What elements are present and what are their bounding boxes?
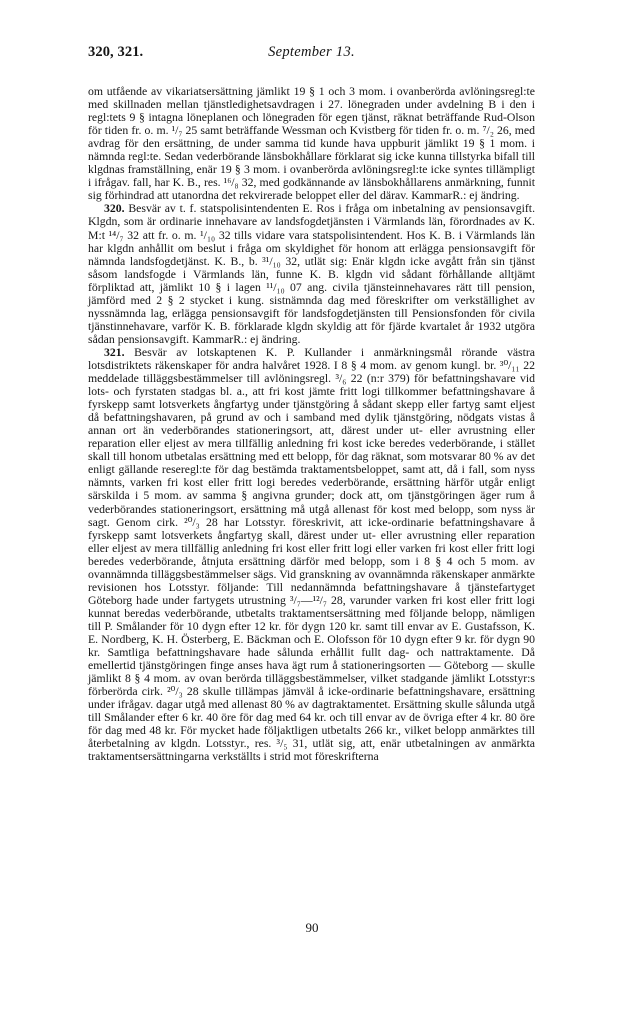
page-folio: 90 [305,920,319,935]
paragraph-text: Besvär av lotskaptenen K. P. Kullander i anmärkningsmål rörande västra lotsdistriktets räkenskaper för andra halvåret 1928. I 8 § 4 mom. av genom kungl. br. ³⁰/₁₁ 22 meddelade tilläggsbestämmelser till avlöningsregl. ³/₆ 22 (n:r 379) för befattningshavare vid lots- och fyrstaten stadgas bl. a., att fri kost jämte fritt logi tillkommer befattningshavare å fyrskepp samt lotsverkets ångfartyg under tjänstgöring å sådant skepp eller fartyg samt eljest då befattningshavaren, på grund av och i samband med dylik tjänstgöring, nödgats vistas å annan ort än vederbörandes stationeringsort, att, därest under ut- eller avrustning eller reparation eller eljest av mera tillfällig anledning fri kost icke beredes vederbörande, i stället skall till honom utbetalas ersättning med ett belopp, för dag räknat, som motsvarar 80 % av det enligt gällande reseregl:te för dag bestämda traktamentsbeloppet, samt att, då i fall, som nyss nämnts, varken fri kost eller fritt logi beredes vederbörande, ersättning härför utgår enligt särskilda i 5 mom. av samma § angivna grunder; dock att, om tjänstgöringen äger rum å vederbörandes stationeringsort, ersättning må utgå allenast för kost med belopp, som nyss är sagt. Genom cirk. ²⁰/₃ 28 har Lotsstyr. föreskrivit, att icke-ordinarie befattningshavare å fyrskepp samt lotsverkets ångfartyg skall, därest under ut- eller avrustning eller reparation eller eljest av mera tillfällig anledning fri kost eller fritt logi eller varken fri kost eller fritt logi beredes vederbörande, åtnjuta ersättning därför med belopp, som i 8 § 4 och 5 mom. av ovannämnda tilläggsbestämmelser sägs. Vid granskning av ovannämnda räkenskaper anmärkte revisionen hos Lotsstyr. följande: Till nedannämnda befattningshavare å tjänstefartyget Göteborg hade under fartygets utrustning ³/₇—¹²/₇ 28, varunder varken fri kost eller fritt logi kunnat beredas vederbörande, utbetalts traktamentsersättning med följande belopp, nämligen till P. Smålander för 10 dygn efter 12 kr. för dygn 120 kr. samt till envar av E. Gustafsson, K. E. Nordberg, K. H. Österberg, E. Bäckman och E. Olofsson för 10 dygn efter 9 kr. för dygn 90 kr. Samtliga befattningshavare hade sålunda erhållit fullt dag- och nattraktamente. Då emellertid tjänstgöringen finge anses hava ägt rum å stationeringsorten — Göteborg — skulle jämlikt 8 § 4 mom. av ovan berörda tilläggsbestämmelser, vilket stadgande jämlikt Lotsstyr:s förberörda cirk. ²⁰/₃ 28 skulle tillämpas jämväl å icke-ordinarie befattningshavare, ersättning under ifrågav. dagar utgå med allenast 80 % av dagtraktamentet. Ersättning skulle sålunda utgå till Smålander efter 6 kr. 40 öre för dag med 64 kr. och till envar av de övriga efter 4 kr. 80 öre för dag med 48 kr. För mycket hade följaktligen utbetalts 266 kr., vilket belopp anmärktes till återbetalning av klgdn. Lotsstyr., res. ³/₅ 31, utlät sig, att, enär utbetalningen av anmärkta traktamentsersättningarna verkställts i strid mot föreskrifterna [88,345,536,764]
running-header [88,44,535,66]
paragraph-text: om utfående av vikariatsersättning jämlikt 19 § 1 och 3 mom. i ovanberörda avlöningsregl:te med skillnaden mellan tjänstledighetsavdragen i 27. lönegraden under avdelning B i den i regl:tets 9 § intagna löneplanen och lönegraden för egen tjänst, räknat beträffande Rud-Olson för tiden fr. o. m. ¹/₇ 25 samt beträffande Wessman och Kvistberg för tiden fr. o. m. ⁷/₂ 26, med avdrag för den ersättning, de under samma tid kunde hava uppburit jämlikt 19 § 1 mom. i nämnda regl:te. Sedan vederbörande länsbokhållare förklarat sig icke kunna tillstyrka bifall till klgdnas framställning, enär 19 § 3 mom. i ovanberörda avlöningsregl:te icke syntes tillämpligt i ifrågav. fall, har K. B., res. ¹⁶/₈ 32, med godkännande av länsbokhållarens anmärkning, funnit sig förhindrad att utanordna det rekvirerade beloppet eller del därav. KammarR.: ej ändring. [88,85,535,203]
paragraph-320 [88,202,535,346]
paragraph-number: 320. [104,202,125,216]
body-text [88,85,535,763]
paragraph-321 [88,346,535,764]
paragraph-number: 321. [104,345,125,359]
paragraph-text: Besvär av t. f. statspolisintendenten E. Ros i fråga om inbetalning av pensionsavgift. Klgdn, som är ordinarie innehavare av landsfogdetjänsten i Värmlands län, förordnades av K. M:t ¹⁴/₇ 32 att fr. o. m. ¹/₁₀ 32 tills vidare vara statspolisintendent. Hos K. B. i Värmlands län har klgdn anhållit om beslut i fråga om skyldighet för honom att erlägga pensionsavgift för nämnda landsfogdetjänst. K. B., b. ³¹/₁₀ 32, utlät sig: Enär klgdn icke avgått från sin tjänst såsom landsfogde i Värmlands län, funne K. B. klgdn vid sådant förhållande alltjämt förpliktad att, jämlikt 10 § i lagen ¹¹/₁₀ 07 ang. civila tjänsteinnehavares rätt till pension, jämförd med 2 § 2 stycket i kung. sistnämnda dag med föreskrifter om verkställighet av nyssnämnda lag, erlägga pensionsavgift för landsfogdetjänsten till Pensionsfonden för civila tjänstinnehavare, varför K. B. förklarade klgdn skyldig att för fjärde kvartalet år 1932 utgöra sådan pensionsavgift. KammarR.: ej ändring. [88,202,536,346]
paragraph-continued [88,85,535,202]
header-page-numbers: 320, 321. [88,44,144,60]
header-date: September 13. [268,44,355,60]
